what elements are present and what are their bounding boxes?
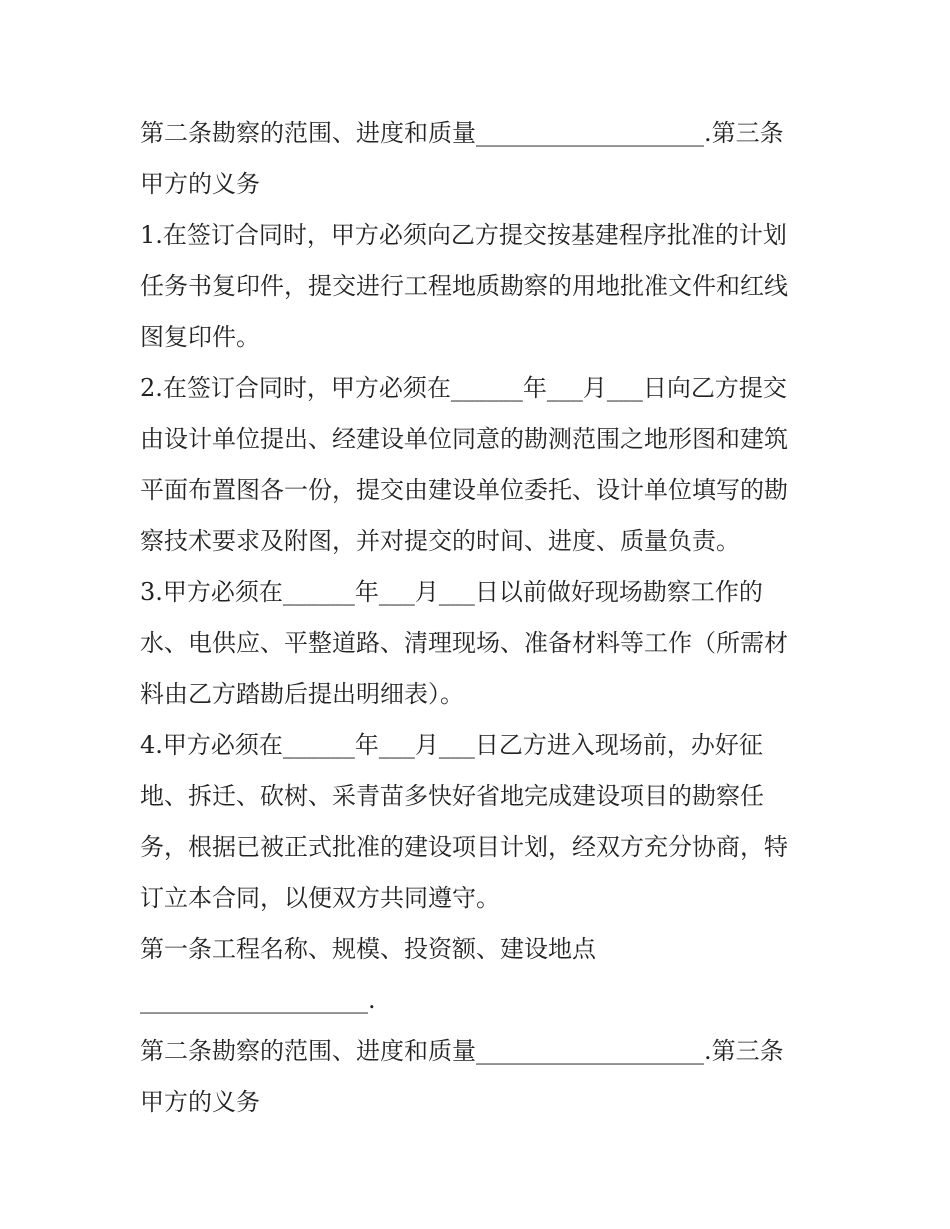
- text-line: 2.在签订合同时，甲方必须在______年___月___日向乙方提交: [140, 374, 787, 402]
- text-line: ___________________.: [140, 986, 376, 1014]
- text-line: 3.甲方必须在______年___月___日以前做好现场勘察工作的: [140, 578, 763, 606]
- text-line: 料由乙方踏勘后提出明细表）。: [140, 680, 464, 708]
- text-line: 任务书复印件，提交进行工程地质勘察的用地批准文件和红线: [140, 272, 788, 300]
- text-line: 务，根据已被正式批准的建设项目计划，经双方充分协商，特: [140, 833, 788, 861]
- text-line: 订立本合同，以便双方共同遵守。: [140, 884, 500, 912]
- document-body: [140, 108, 820, 1128]
- text-line: 甲方的义务: [140, 170, 260, 198]
- text-line: 平面布置图各一份，提交由建设单位委托、设计单位填写的勘: [140, 476, 788, 504]
- text-line: 甲方的义务: [140, 1088, 260, 1116]
- text-line: 察技术要求及附图，并对提交的时间、进度、质量负责。: [140, 527, 740, 555]
- text-line: 图复印件。: [140, 323, 260, 351]
- text-line: 第二条勘察的范围、进度和质量___________________.第三条: [140, 119, 784, 147]
- text-line: 第二条勘察的范围、进度和质量___________________.第三条: [140, 1037, 784, 1065]
- text-line: 由设计单位提出、经建设单位同意的勘测范围之地形图和建筑: [140, 425, 788, 453]
- text-line: 1.在签订合同时，甲方必须向乙方提交按基建程序批准的计划: [140, 221, 787, 249]
- text-line: 地、拆迁、砍树、采青苗多快好省地完成建设项目的勘察任: [140, 782, 764, 810]
- text-line: 4.甲方必须在______年___月___日乙方进入现场前，办好征: [140, 731, 763, 759]
- text-line: 第一条工程名称、规模、投资额、建设地点: [140, 935, 596, 963]
- text-line: 水、电供应、平整道路、清理现场、准备材料等工作（所需材: [140, 629, 788, 657]
